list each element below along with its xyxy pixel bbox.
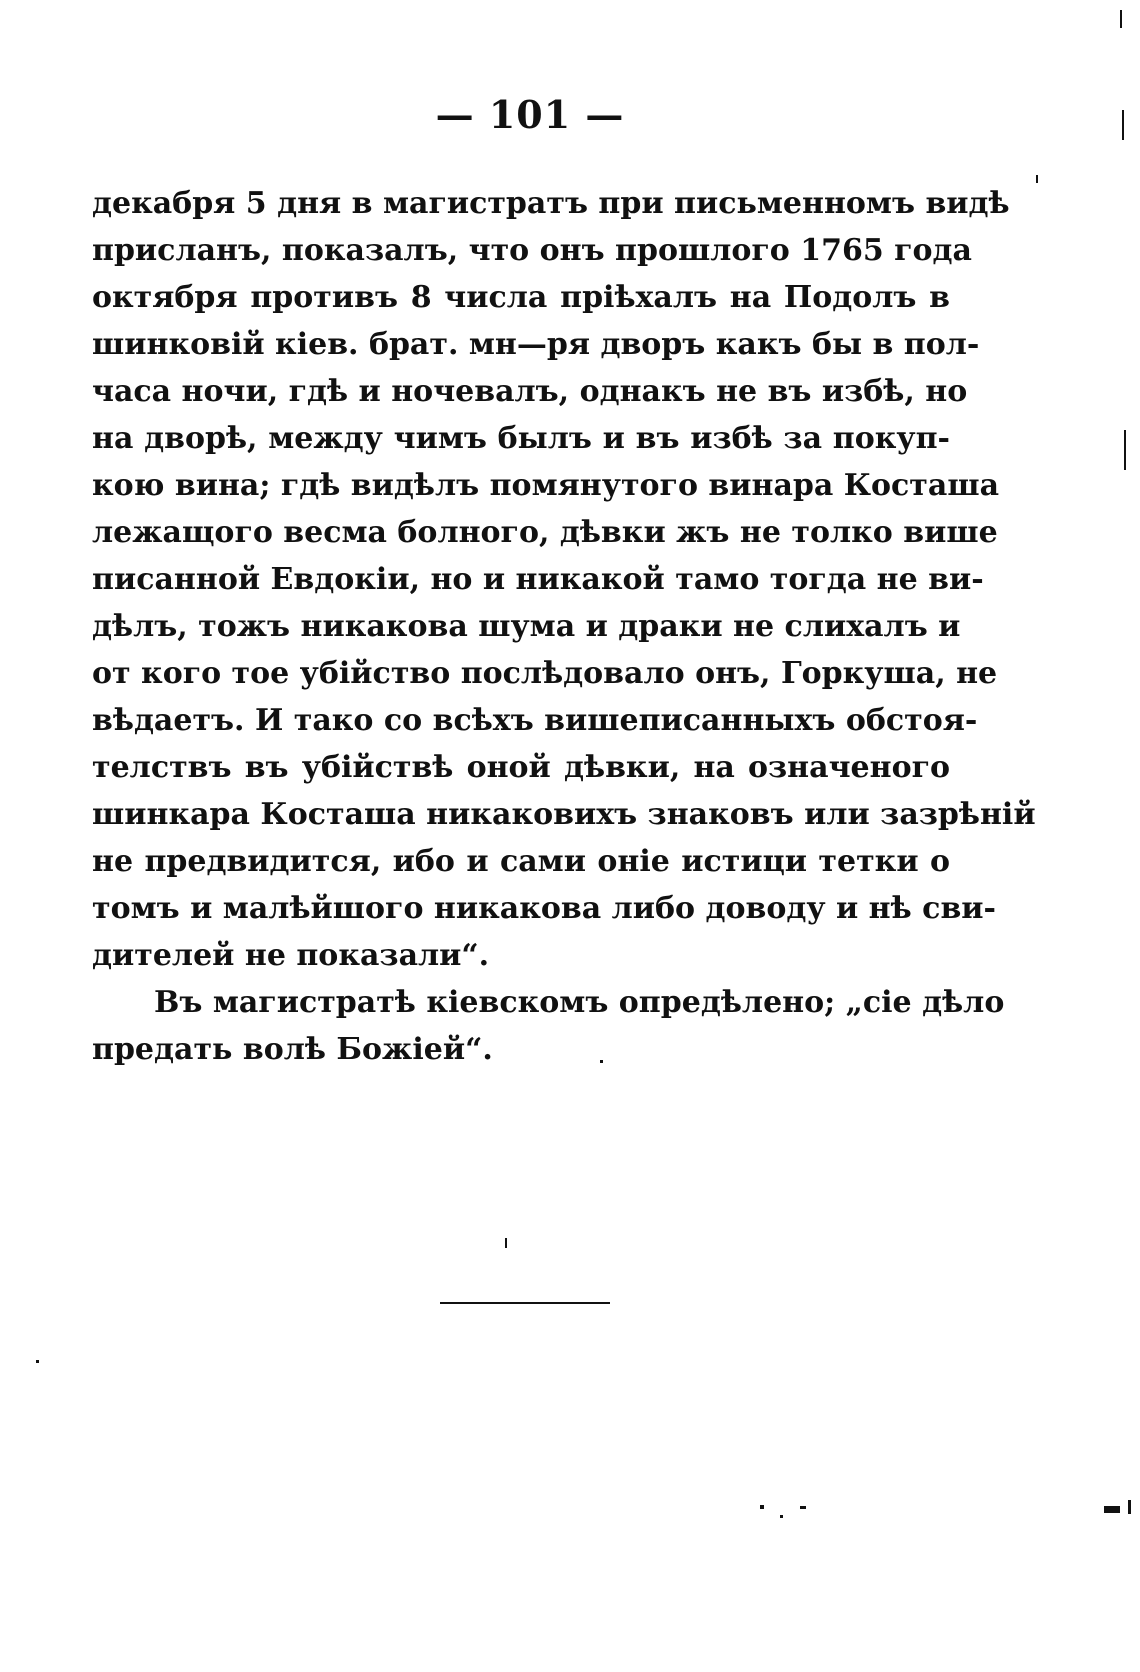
text-line: шинковій кіев. брат. мн—ря дворъ какъ бы в пол- <box>92 327 980 362</box>
text-line: шинкара Косташа никаковихъ знаковъ или зазрѣній <box>92 797 1036 832</box>
scan-mark <box>1124 430 1126 470</box>
text-line: писанной Евдокіи, но и никакой тамо тогда не ви- <box>92 562 984 597</box>
scan-mark <box>1104 1506 1120 1513</box>
scan-mark <box>760 1505 764 1509</box>
text-line: телствъ въ убійствѣ оной дѣвки, на означеного <box>92 750 950 785</box>
closing-line: Въ магистратѣ кіевскомъ опредѣлено; „сіе дѣло <box>154 985 1005 1020</box>
scan-mark <box>1122 110 1124 140</box>
text-line: дителей не показали“. <box>92 938 490 973</box>
page-number: — 101 — <box>435 92 625 137</box>
body-text <box>92 180 1036 1073</box>
scan-mark <box>600 1060 603 1063</box>
text-line: не предвидится, ибо и сами оніе истици тетки о <box>92 844 950 879</box>
text-line: часа ночи, гдѣ и ночевалъ, однакъ не въ избѣ, но <box>92 374 968 409</box>
end-rule <box>440 1302 610 1304</box>
scan-mark <box>780 1515 783 1518</box>
scan-mark <box>36 1360 39 1363</box>
text-line: октября противъ 8 числа пріѣхалъ на Подолъ в <box>92 280 950 315</box>
closing-line: предать волѣ Божіей“. <box>92 1032 493 1067</box>
scan-mark <box>1036 175 1038 183</box>
scan-mark <box>800 1506 806 1509</box>
scan-mark <box>505 1238 507 1248</box>
text-line: вѣдаетъ. И тако со всѣхъ вишеписанныхъ обстоя- <box>92 703 978 738</box>
text-line: дѣлъ, тожъ никакова шума и драки не слихалъ и <box>92 609 961 644</box>
text-line: лежащого весма болного, дѣвки жъ не толко више <box>92 515 998 550</box>
scan-mark <box>1120 10 1122 28</box>
text-line: кою вина; гдѣ видѣлъ помянутого винара Косташа <box>92 468 1000 503</box>
text-line: декабря 5 дня в магистратъ при письменномъ видѣ <box>92 186 1010 221</box>
text-line: от кого тое убійство послѣдовало онъ, Горкуша, не <box>92 656 998 691</box>
scan-mark <box>1128 1500 1131 1514</box>
text-line: присланъ, показалъ, что онъ прошлого 1765 года <box>92 233 972 268</box>
text-line: на дворѣ, между чимъ былъ и въ избѣ за покуп- <box>92 421 950 456</box>
text-line: томъ и малѣйшого никакова либо доводу и нѣ сви- <box>92 891 996 926</box>
